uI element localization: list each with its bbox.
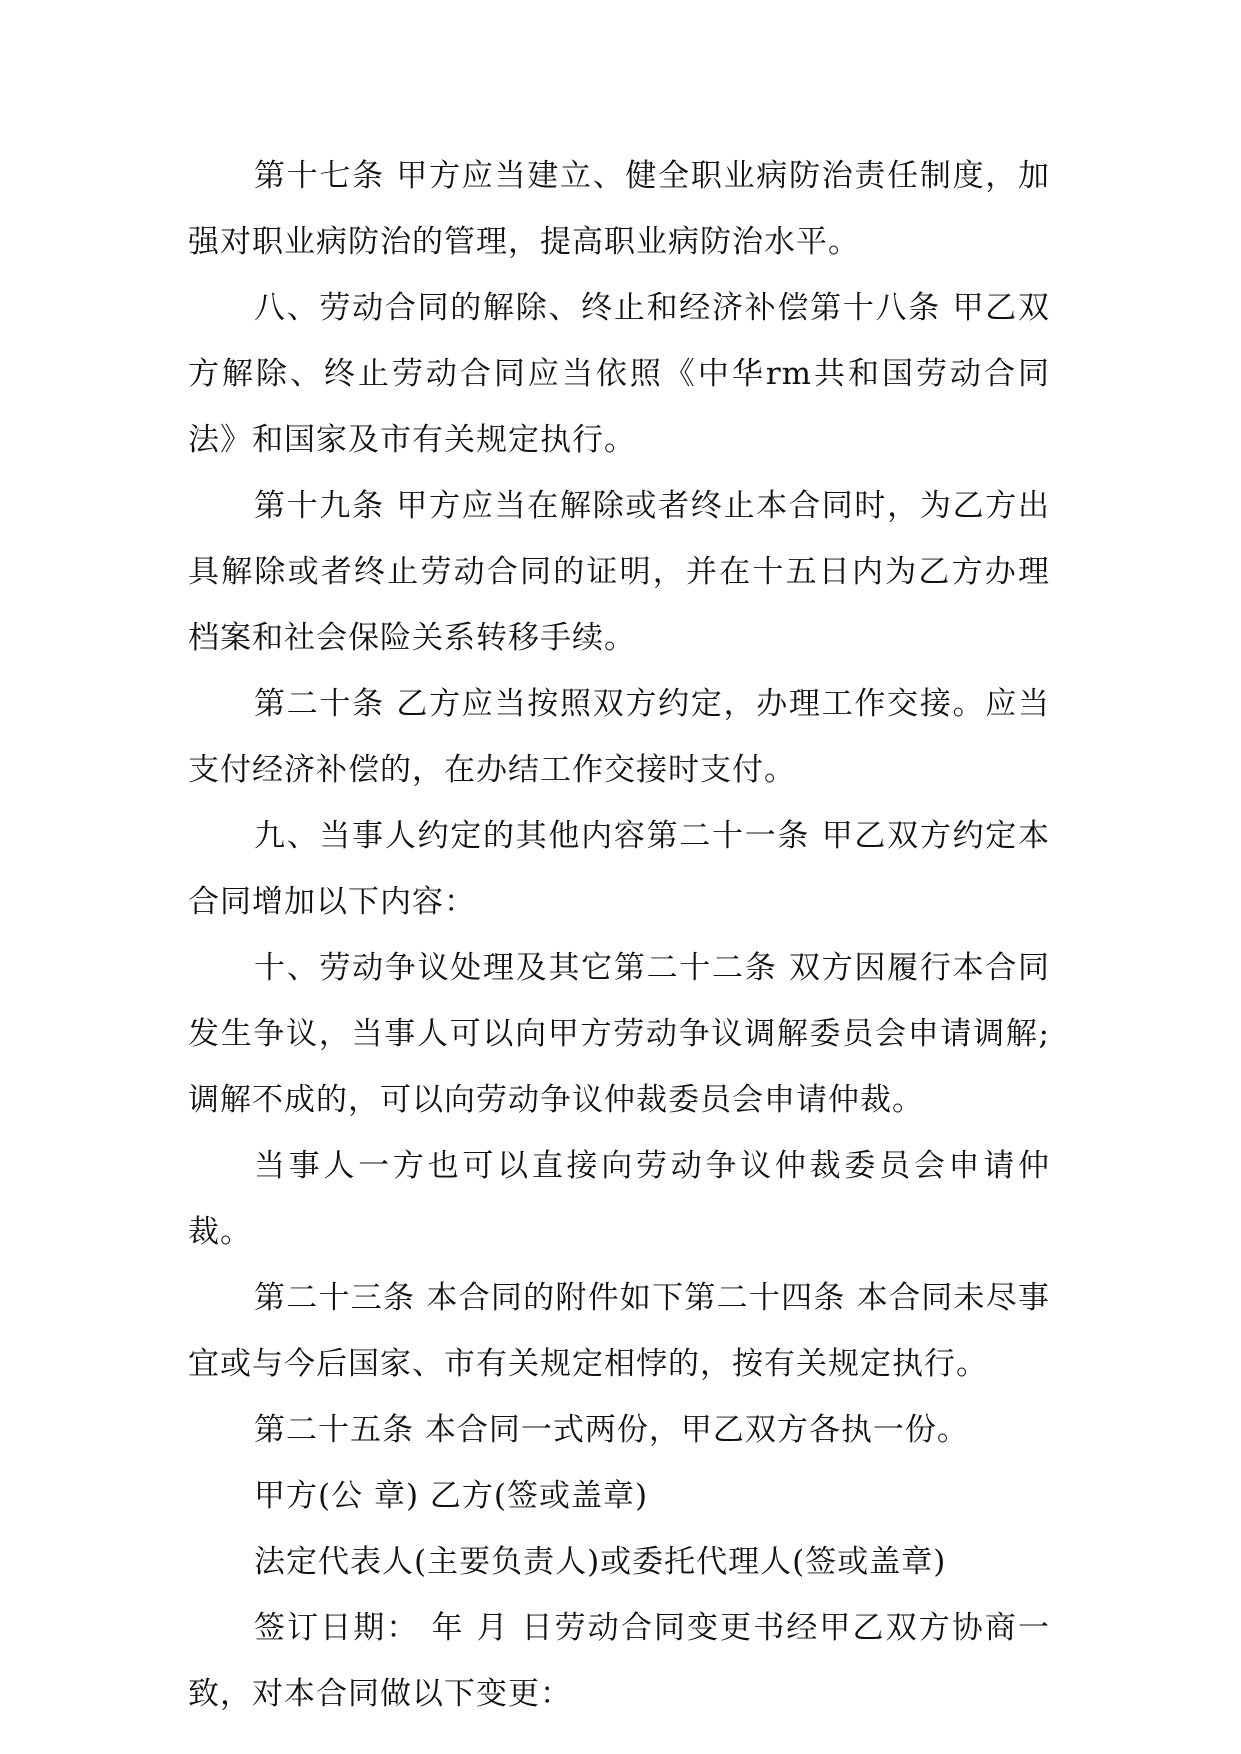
paragraph-article-17: 第十七条 甲方应当建立、健全职业病防治责任制度，加强对职业病防治的管理，提高职业病防治水平。 (188, 158, 1050, 260)
paragraph-arbitration: 当事人一方也可以直接向劳动争议仲裁委员会申请仲裁。 (188, 1148, 1050, 1250)
paragraph-section-8-article-18: 八、劳动合同的解除、终止和经济补偿第十八条 甲乙双方解除、终止劳动合同应当依照《中华rm共和国劳动合同法》和国家及市有关规定执行。 (188, 290, 1050, 458)
paragraph-article-25: 第二十五条 本合同一式两份，甲乙双方各执一份。 (254, 1412, 969, 1448)
document-body (188, 143, 1050, 1727)
signature-parties-line: 甲方(公 章) 乙方(签或盖章) (254, 1478, 649, 1514)
paragraph-section-10-article-22: 十、劳动争议处理及其它第二十二条 双方因履行本合同发生争议，当事人可以向甲方劳动争议调解委员会申请调解;调解不成的，可以向劳动争议仲裁委员会申请仲裁。 (188, 950, 1050, 1118)
paragraph-article-19: 第十九条 甲方应当在解除或者终止本合同时，为乙方出具解除或者终止劳动合同的证明，并在十五日内为乙方办理档案和社会保险关系转移手续。 (188, 488, 1050, 656)
signing-date-and-amendment: 签订日期： 年 月 日劳动合同变更书经甲乙双方协商一致，对本合同做以下变更： (188, 1610, 1050, 1712)
paragraph-article-20: 第二十条 乙方应当按照双方约定，办理工作交接。应当支付经济补偿的，在办结工作交接时支付。 (188, 686, 1050, 788)
representative-signature-line: 法定代表人(主要负责人)或委托代理人(签或盖章) (254, 1544, 947, 1580)
paragraph-article-23-24: 第二十三条 本合同的附件如下第二十四条 本合同未尽事宜或与今后国家、市有关规定相悖的，按有关规定执行。 (188, 1280, 1050, 1382)
paragraph-section-9-article-21: 九、当事人约定的其他内容第二十一条 甲乙双方约定本合同增加以下内容： (188, 818, 1050, 920)
